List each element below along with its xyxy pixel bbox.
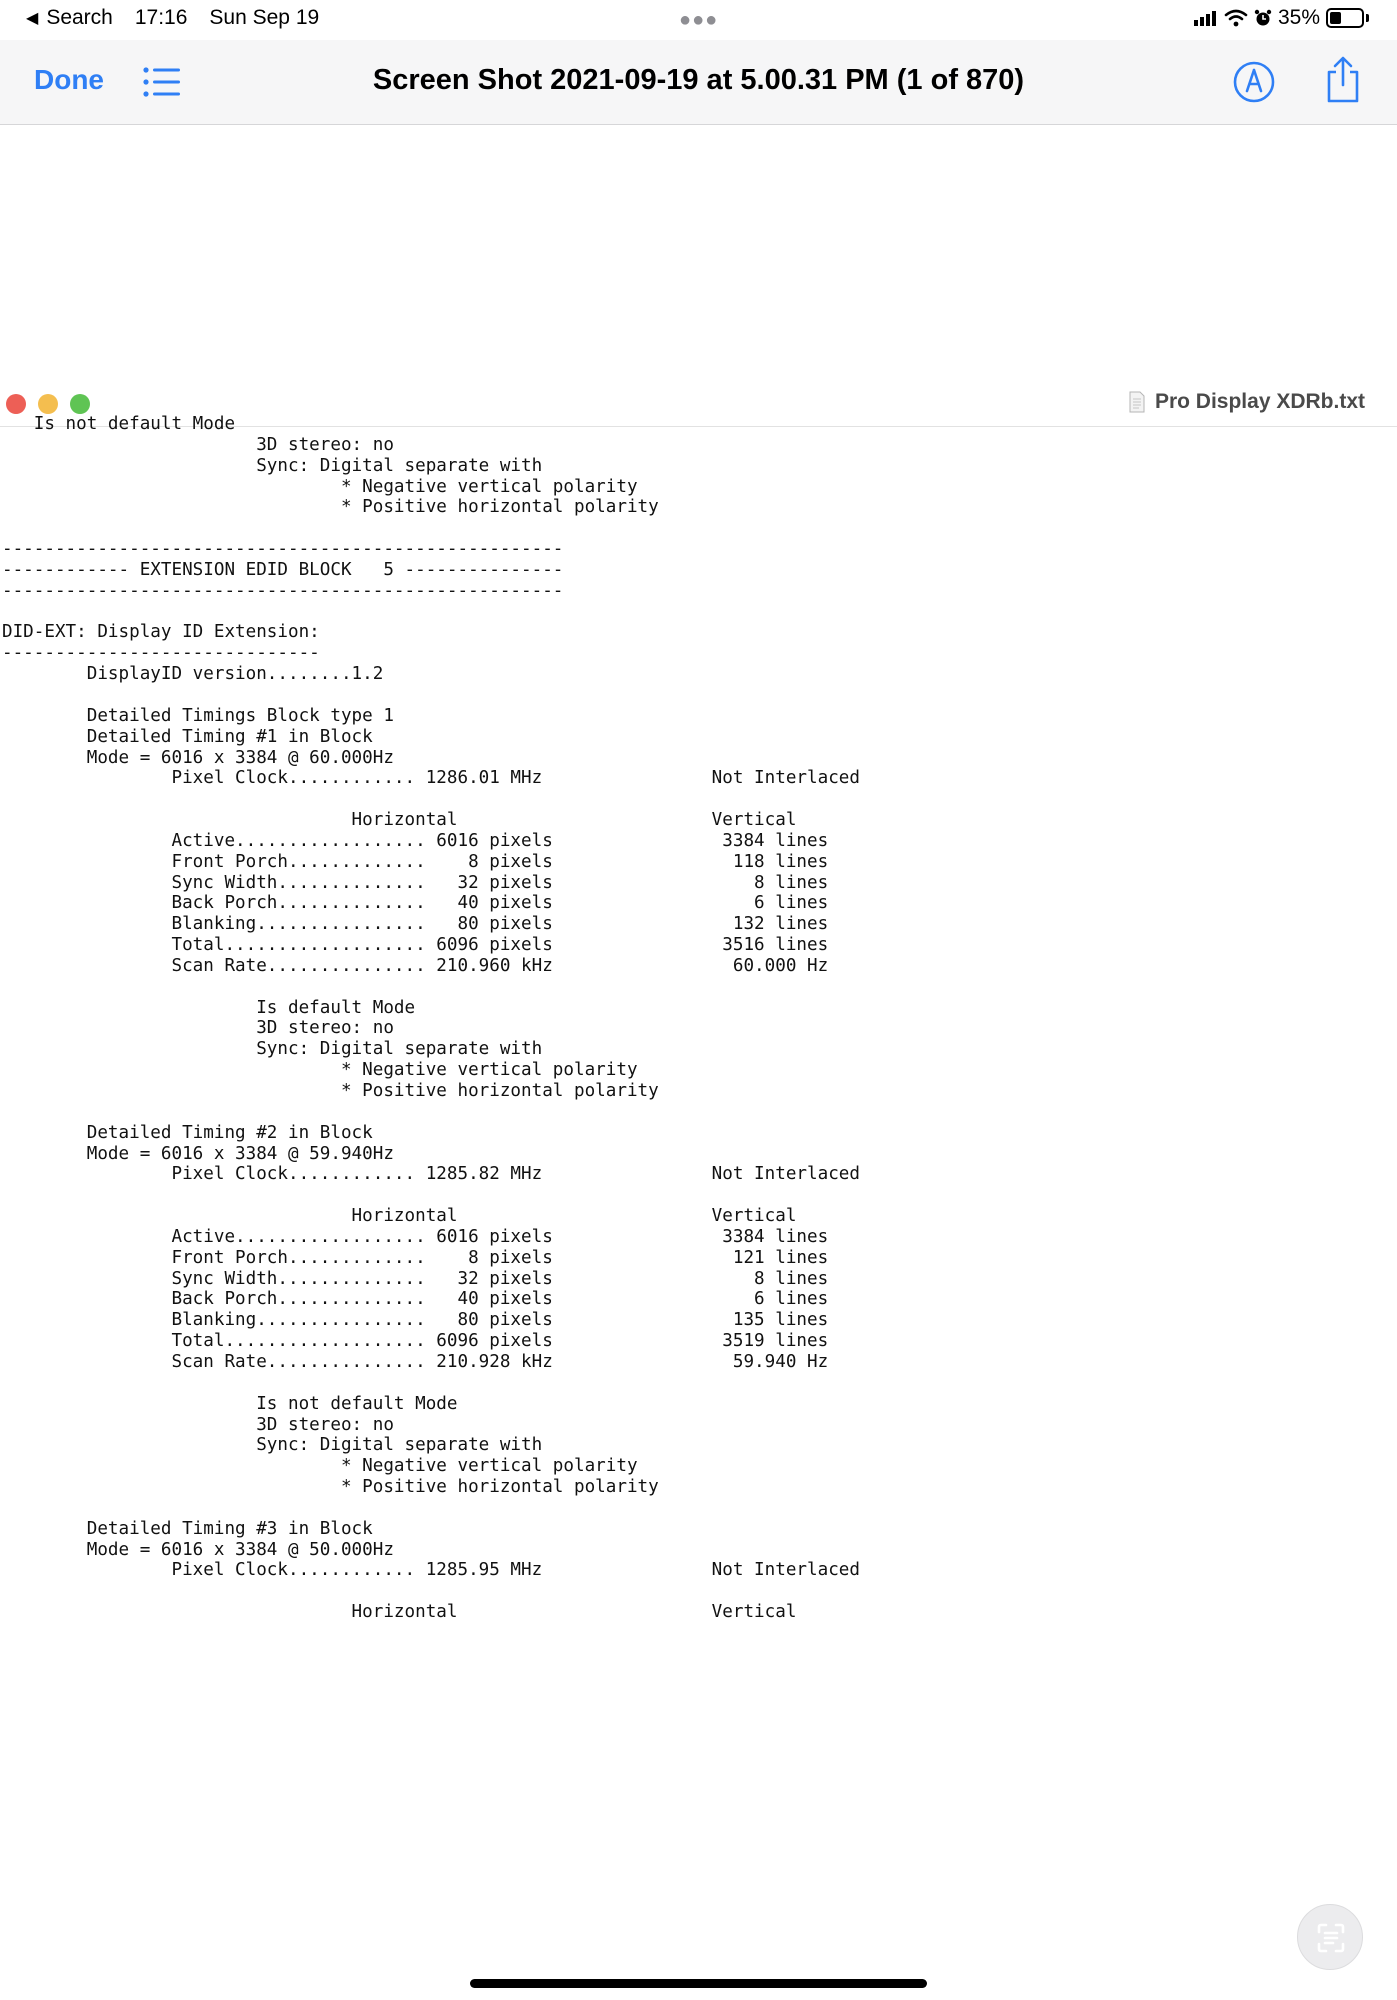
live-text-icon — [1298, 1905, 1364, 1971]
live-text-button[interactable] — [1297, 1904, 1363, 1970]
status-bar — [0, 0, 1397, 40]
close-window-icon[interactable] — [6, 394, 26, 414]
navigation-bar — [0, 40, 1397, 125]
cellular-signal-icon — [1194, 10, 1218, 26]
text-document — [0, 414, 1397, 1623]
status-date: Sun Sep 19 — [209, 6, 320, 29]
window-file-title — [1129, 390, 1365, 414]
wifi-icon — [1224, 9, 1248, 27]
text-file-icon — [1129, 391, 1145, 413]
back-to-app-icon[interactable]: ◀ — [26, 10, 39, 27]
page-title: Screen Shot 2021-09-19 at 5.00.31 PM (1 of 870) — [372, 64, 1025, 96]
zoom-window-icon[interactable] — [70, 394, 90, 414]
share-icon[interactable] — [1324, 56, 1362, 104]
battery-level — [1330, 12, 1341, 24]
battery-percent: 35% — [1277, 6, 1320, 29]
list-icon[interactable] — [142, 65, 182, 99]
status-right — [1194, 6, 1369, 30]
alarm-icon — [1254, 9, 1272, 27]
file-name: Pro Display XDRb.txt — [1154, 390, 1365, 413]
home-indicator[interactable] — [470, 1979, 927, 1988]
back-to-app-label[interactable]: Search — [46, 6, 113, 29]
edid-text-content: Is not default Mode 3D stereo: no Sync: Digital separate with * Negative vertical polarity * Positive horizontal polarity ----------------------------------------------------- ------------ EXTENSION EDID BLOCK 5 --------------- ----------------------------------------------------- DID-EXT: Display ID Extension: ------------------------------ DisplayID version........1.2 Detailed Timings Block type 1 Detailed Timing #1 in Block Mode = 6016 x 3384 @ 60.000Hz Pixel Clock............ 1286.01 MHz Not Interlaced Horizontal Vertical Active.................. 6016 pixels 3384 lines Front Porch............. 8 pixels 118 lines Sync Width.............. 32 pixels 8 lines Back Porch.............. 40 pixels 6 lines Blanking................ 80 pixels 132 lines Total................... 6096 pixels 3516 lines Scan Rate............... 210.960 kHz 60.000 Hz Is default Mode 3D stereo: no Sync: Digital separate with * Negative vertical polarity * Positive horizontal polarity Detailed Timing #2 in Block Mode = 6016 x 3384 @ 59.940Hz Pixel Clock............ 1285.82 MHz Not Interlaced Horizontal Vertical Active.................. 6016 pixels 3384 lines Front Porch............. 8 pixels 121 lines Sync Width.............. 32 pixels 8 lines Back Porch.............. 40 pixels 6 lines Blanking................ 80 pixels 135 lines Total................... 6096 pixels 3519 lines Scan Rate............... 210.928 kHz 59.940 Hz Is not default Mode 3D stereo: no Sync: Digital separate with * Negative vertical polarity * Positive horizontal polarity Detailed Timing #3 in Block Mode = 6016 x 3384 @ 50.000Hz Pixel Clock............ 1285.95 MHz Not Interlaced Horizontal Vertical — [2, 414, 860, 1623]
status-time: 17:16 — [134, 6, 188, 29]
battery-icon — [1326, 8, 1364, 28]
markup-icon[interactable] — [1232, 60, 1276, 104]
status-left — [26, 6, 319, 30]
done-button[interactable]: Done — [34, 64, 104, 95]
battery-nub — [1366, 14, 1369, 22]
minimize-window-icon[interactable] — [38, 394, 58, 414]
multitasking-dots-icon[interactable]: ●●● — [679, 9, 719, 31]
